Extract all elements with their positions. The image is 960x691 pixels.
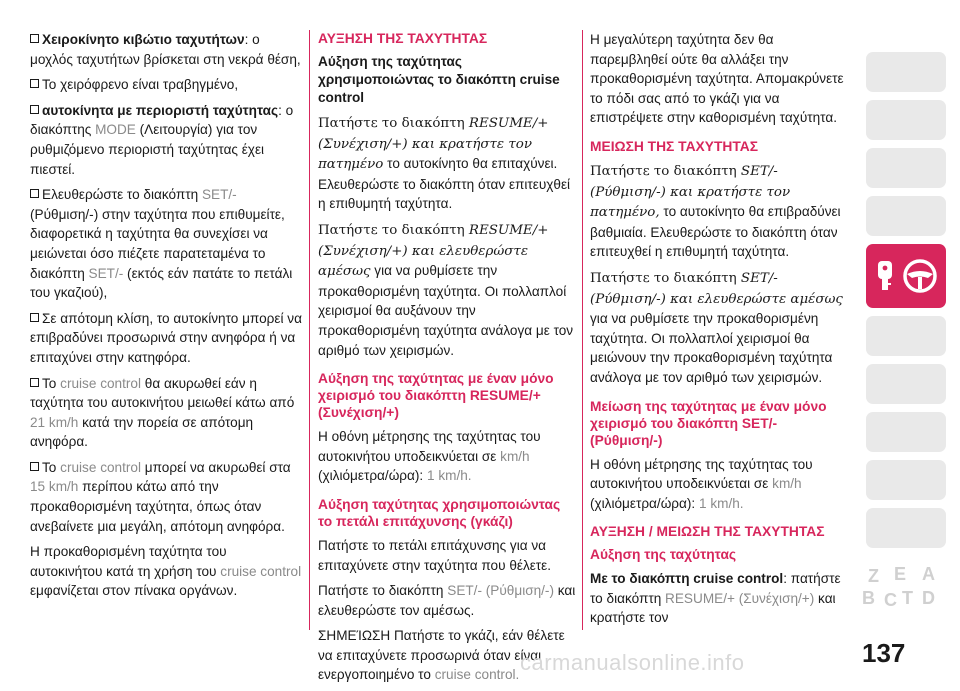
paragraph: Η οθόνη μέτρησης της ταχύτητας του αυτοκινήτου υποδεικνύεται σε km/h (χιλιόμετρα/ώρα): 1 km/h. [590,456,813,511]
chapter-tab[interactable] [866,52,946,92]
index-letter: B [862,588,875,608]
checkbox-bullet-icon [30,34,39,43]
chapter-tab[interactable] [866,412,946,452]
paragraph: Η οθόνη μέτρησης της ταχύτητας του αυτοκινήτου υποδεικνύεται σε km/h (χιλιόμετρα/ώρα): 1 km/h. [318,429,541,484]
checkbox-bullet-icon [30,79,39,88]
column-1 [30,30,302,607]
paragraph: Χειροκίνητο κιβώτιο ταχυτήτων: ο μοχλός ταχυτήτων βρίσκεται στη νεκρά θέση, [30,32,301,67]
chapter-tab[interactable] [866,316,946,356]
paragraph: ΣΗΜΕΊΩΣΗ Πατήστε το γκάζι, εάν θέλετε να επιταχύνετε προσωρινά όταν είναι ενεργοποιημένο το cruise control. [318,628,565,683]
column-divider [582,30,583,630]
paragraph: Το cruise control θα ακυρωθεί εάν η ταχύτητα του αυτοκινήτου μειωθεί κάτω από 21 km/h κατά την πορεία σε απότομη ανηφόρα. [30,375,295,450]
paragraph: Πατήστε το διακόπτη SET/- (Ρύθμιση/-) και κρατήστε τον πατημένο, το αυτοκίνητο θα επιβραδύνει βαθμιαία. Ελευθερώστε το διακόπτη όταν επιτευχθεί η επιθυμητή ταχύτητα. [590,163,841,260]
section-heading: ΑΥΞΗΣΗ / ΜΕΙΩΣΗ ΤΗΣ ΤΑΧΥΤΗΤΑΣ [590,524,825,540]
section-heading: Μείωση της ταχύτητας με έναν μόνο χειρισμό του διακόπτη SET/- (Ρύθμιση/-) [590,398,827,448]
index-letter: C [884,590,897,610]
index-letter: E [894,564,907,584]
steering-wheel-icon [902,258,938,294]
chapter-tab[interactable] [866,364,946,404]
index-letter: T [902,588,913,608]
paragraph: αυτοκίνητα με περιοριστή ταχύτητας: ο διακόπτης MODE (Λειτουργία) για τον ρυθμιζόμενο περιοριστή ταχύτητας έχει πιεστεί. [30,102,294,177]
column-divider [309,30,310,630]
paragraph: Πατήστε το διακόπτη SET/- (Ρύθμιση/-) και ελευθερώστε αμέσως για να ρυθμίσετε την προκαθορισμένη ταχύτητα. Οι πολλαπλοί χειρισμοί θα μειώνουν την προκαθορισμένη ταχύτητα ανάλογα με τον αριθμό των χειρισμών. [590,270,843,385]
watermark: carmanualsonline.info [520,650,745,675]
section-heading: Αύξηση ταχύτητας χρησιμοποιώντας το πετάλι επιτάχυνσης (γκάζι) [318,496,561,529]
index-letters-graphic [860,560,950,630]
section-heading: ΑΥΞΗΣΗ ΤΗΣ ΤΑΧΥΤΗΤΑΣ [318,31,488,46]
paragraph: Το cruise control μπορεί να ακυρωθεί στα 15 km/h περίπου κάτω από την προκαθορισμένη ταχύτητα, όπως όταν ανεβαίνετε μια μεγάλη, απότομη ανηφόρα. [30,459,291,534]
paragraph: Ελευθερώστε το διακόπτη SET/- (Ρύθμιση/-) στην ταχύτητα που επιθυμείτε, διαφορετικά η ταχύτητα θα συνεχίσει να μειώνεται όσο πιέζετε παρατεταμένα το διακόπτη SET/- (εκτός εάν πατάτε το πετάλι του γκαζιού), [30,187,293,301]
paragraph: Πατήστε το πετάλι επιτάχυνσης για να επιταχύνετε στην ταχύτητα που θέλετε. [318,537,552,573]
checkbox-bullet-icon [30,462,39,471]
chapter-tab[interactable] [866,508,946,548]
chapter-tab[interactable] [866,100,946,140]
checkbox-bullet-icon [30,105,39,114]
chapter-tab[interactable] [866,460,946,500]
paragraph: Με το διακόπτη cruise control: πατήστε το διακόπτη RESUME/+ (Συνέχιση/+) και κρατήστε τον [590,571,841,626]
index-letter: A [922,564,935,584]
index-letter: D [922,588,935,608]
key-icon [874,259,896,293]
paragraph: Πατήστε το διακόπτη SET/- (Ρύθμιση/-) και ελευθερώστε τον αμέσως. [318,583,576,618]
page-number: 137 [862,638,906,668]
paragraph: Το χειρόφρενο είναι τραβηγμένο, [30,75,302,95]
index-letter: Z [868,566,879,586]
chapter-tab[interactable] [866,196,946,236]
checkbox-bullet-icon [30,378,39,387]
section-heading: ΜΕΙΩΣΗ ΤΗΣ ΤΑΧΥΤΗΤΑΣ [590,138,758,154]
chapter-tab-driving[interactable] [866,244,946,308]
paragraph: Σε απότομη κλίση, το αυτοκίνητο μπορεί να επιβραδύνει προσωρινά στην ανηφόρα ή να επιταχύνει στην κατηφόρα. [30,310,302,365]
chapter-tab[interactable] [866,148,946,188]
column-2 [318,30,576,691]
checkbox-bullet-icon [30,189,39,198]
column-3 [590,30,846,634]
checkbox-bullet-icon [30,313,39,322]
paragraph: Η προκαθορισμένη ταχύτητα του αυτοκινήτου κατά τη χρήση του cruise control εμφανίζεται στον πίνακα οργάνων. [30,544,302,599]
subheading: Αύξηση της ταχύτητας χρησιμοποιώντας το διακόπτη cruise control [318,54,560,105]
paragraph: Η μεγαλύτερη ταχύτητα δεν θα παρεμβληθεί ούτε θα αλλάξει την προκαθορισμένη ταχύτητα. Απομακρύνετε το πόδι σας από το γκάζι για να επιστρέψετε στην καθορισμένη ταχύτητα. [590,32,844,126]
paragraph: Πατήστε το διακόπτη RESUME/+ (Συνέχιση/+) και κρατήστε τον πατημένο το αυτοκίνητο θα επιταχύνει. Ελευθερώστε το διακόπτη όταν επιτευχθεί η επιθυμητή ταχύτητα. [318,116,571,212]
section-heading: Αύξηση της ταχύτητας με έναν μόνο χειρισμό του διακόπτη RESUME/+ (Συνέχιση/+) [318,371,554,421]
subheading: Αύξηση της ταχύτητας [590,547,737,563]
paragraph: Πατήστε το διακόπτη RESUME/+ (Συνέχιση/+) και ελευθερώστε αμέσως για να ρυθμίσετε την προκαθορισμένη ταχύτητα. Οι πολλαπλοί χειρισμοί θα αυξάνουν την προκαθορισμένη ταχύτητα ανάλογα με τον αριθμό των χειρισμών. [318,222,574,358]
